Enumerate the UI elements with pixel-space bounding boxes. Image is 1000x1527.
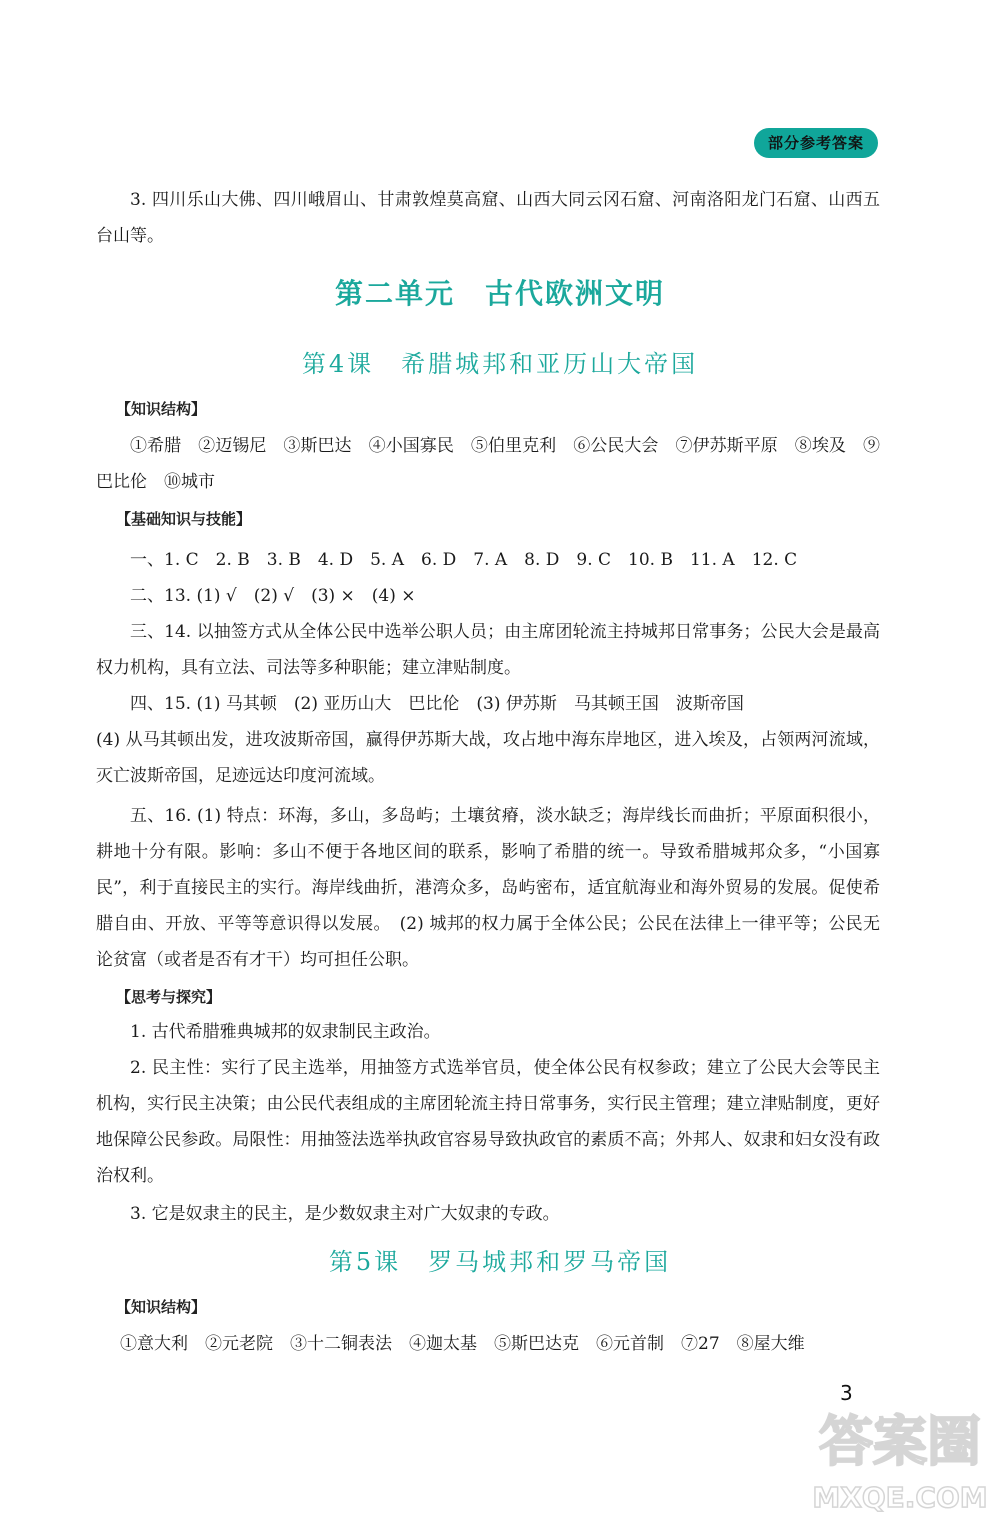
site-watermark-logo	[805, 1408, 995, 1523]
intro-item-3: 3. 四川乐山大佛、四川峨眉山、甘肃敦煌莫高窟、山西大同云冈石窟、河南洛阳龙门石窟、山西五台山等。	[96, 190, 880, 246]
watermark-domain-text: MXQE.COM	[812, 1481, 988, 1514]
lesson4-basics-6: 五、16. (1) 特点：环海，多山，多岛屿；土壤贫瘠，淡水缺乏；海岸线长而曲折；平原面积很小，耕地十分有限。影响：多山不便于各地区间的联系，影响了希腊的统一。导致希腊城邦众多，“小国寡民”，利于直接民主的实行。海岸线曲折，港湾众多，岛屿密布，适宜航海业和海外贸易的发展。促使希腊自由、开放、平等等意识得以发展。 (2) 城邦的权力属于全体公民；公民在法律上一律平等；公民无论贫富（或者是否有才干）均可担任公职。	[96, 806, 880, 970]
lesson5-title: 第5课 罗马城邦和罗马帝国	[328, 1248, 672, 1276]
answer-section-badge: 部分参考答案	[754, 128, 878, 158]
lesson4-title: 第4课 希腊城邦和亚历山大帝国	[301, 350, 699, 378]
lesson4-basics-2: 二、13. (1) √ (2) √ (3) × (4) ×	[130, 586, 416, 606]
lesson4-explore-3: 3. 它是奴隶主的民主，是少数奴隶主对广大奴隶的专政。	[130, 1204, 560, 1224]
lesson4-basics-label: 【基础知识与技能】	[116, 510, 252, 528]
lesson5-knowledge-text: ①意大利 ②元老院 ③十二铜表法 ④迦太基 ⑤斯巴达克 ⑥元首制 ⑦27 ⑧屋大维	[120, 1334, 805, 1354]
lesson4-explore-1: 1. 古代希腊雅典城邦的奴隶制民主政治。	[130, 1022, 441, 1042]
watermark-brand-text: 答案圈	[819, 1410, 981, 1473]
lesson4-basics-3: 三、14. 以抽签方式从全体公民中选举公职人员；由主席团轮流主持城邦日常事务；公民大会是最高权力机构，具有立法、司法等多种职能；建立津贴制度。	[96, 622, 881, 678]
lesson4-basics-1: 一、1. C 2. B 3. B 4. D 5. A 6. D 7. A 8. D 9. C 10. B 11. A 12. C	[130, 550, 798, 570]
lesson4-basics-5: (4) 从马其顿出发，进攻波斯帝国，赢得伊苏斯大战，攻占地中海东岸地区，进入埃及，占领两河流域，灭亡波斯帝国，足迹远达印度河流域。	[96, 730, 880, 786]
lesson4-explore-label: 【思考与探究】	[116, 988, 222, 1006]
lesson5-knowledge-label: 【知识结构】	[116, 1298, 207, 1316]
unit-title: 第二单元 古代欧洲文明	[334, 277, 665, 310]
lesson4-knowledge-label: 【知识结构】	[116, 400, 207, 418]
lesson4-basics-4: 四、15. (1) 马其顿 (2) 亚历山大 巴比伦 (3) 伊苏斯 马其顿王国 波斯帝国	[130, 694, 744, 714]
page-number: 3	[840, 1381, 853, 1405]
lesson4-explore-2: 2. 民主性：实行了民主选举，用抽签方式选举官员，使全体公民有权参政；建立了公民大会等民主机构，实行民主决策；由公民代表组成的主席团轮流主持日常事务，实行民主管理；建立津贴制度，更好地保障公民参政。局限性：用抽签法选举执政官容易导致执政官的素质不高；外邦人、奴隶和妇女没有政治权利。	[96, 1058, 880, 1186]
lesson4-knowledge-text: ①希腊 ②迈锡尼 ③斯巴达 ④小国寡民 ⑤伯里克利 ⑥公民大会 ⑦伊苏斯平原 ⑧埃及 ⑨巴比伦 ⑩城市	[96, 436, 880, 492]
